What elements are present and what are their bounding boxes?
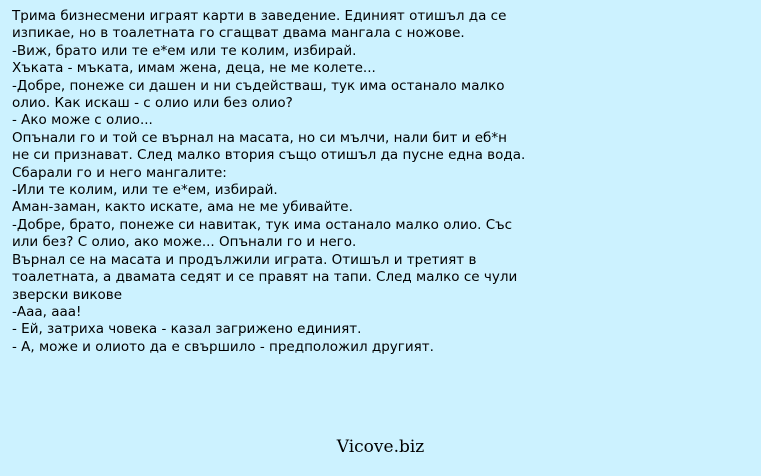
joke-line: Хъката - мъката, имам жена, деца, не ме колете... bbox=[12, 60, 376, 77]
joke-line: - Ако може с олио... bbox=[12, 112, 153, 129]
joke-line: -Добре, понеже си дашен и ни съдействаш, тук има останало малко bbox=[12, 77, 505, 94]
joke-line: не си признават. След малко втория също отишъл да пусне една вода. bbox=[12, 147, 526, 164]
joke-line: Опънали го и той се върнал на масата, но си мълчи, нали бит и еб*н bbox=[12, 129, 507, 146]
joke-line: - А, може и олиото да е свършило - предположил другият. bbox=[12, 338, 434, 355]
joke-line: или без? С олио, ако може... Опънали го и него. bbox=[12, 234, 357, 251]
joke-line: Сбарали го и него мангалите: bbox=[12, 164, 227, 181]
joke-line: -Добре, брато, понеже си навитак, тук има останало малко олио. Със bbox=[12, 216, 513, 233]
joke-line: -Виж, брато или те е*ем или те колим, избирай. bbox=[12, 42, 357, 59]
joke-text bbox=[12, 8, 757, 356]
joke-line: олио. Как искаш - с олио или без олио? bbox=[12, 95, 293, 112]
joke-line: Аман-заман, както искате, ама не ме убивайте. bbox=[12, 199, 353, 216]
joke-line: - Ей, затриха човека - казал загрижено единият. bbox=[12, 321, 362, 338]
joke-line: изпикае, но в тоалетната го сгащват двама мангала с ножове. bbox=[12, 25, 465, 42]
joke-line: -Или те колим, или те е*ем, избирай. bbox=[12, 182, 278, 199]
joke-line: тоалетната, а двамата седят и се правят на тапи. След малко се чули bbox=[12, 269, 518, 286]
joke-line: -Ааа, ааа! bbox=[12, 303, 82, 320]
site-watermark: Vicove.biz bbox=[336, 437, 425, 457]
joke-line: Върнал се на масата и продължили играта. Отишъл и третият в bbox=[12, 251, 477, 268]
joke-line: зверски викове bbox=[12, 286, 123, 303]
joke-line: Трима бизнесмени играят карти в заведение. Единият отишъл да се bbox=[12, 8, 507, 24]
